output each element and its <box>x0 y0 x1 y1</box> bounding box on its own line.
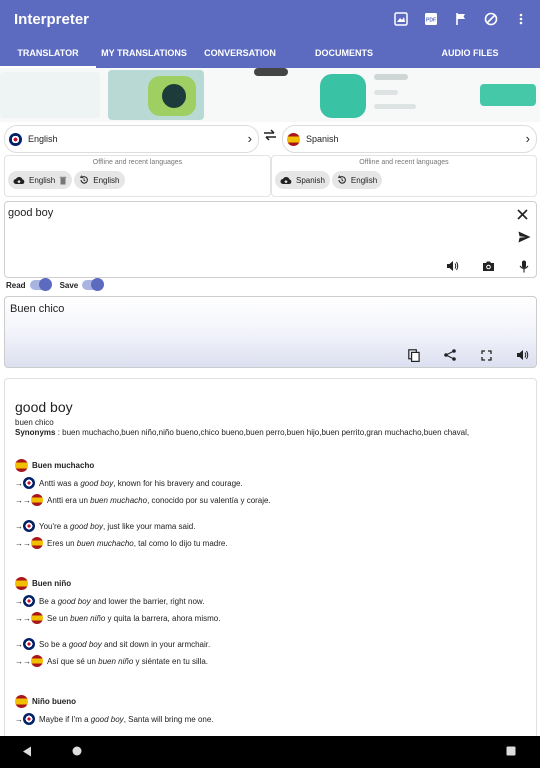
arrow-icon: → <box>15 596 23 606</box>
ad-banner[interactable] <box>0 68 540 122</box>
example-spanish <box>15 655 208 667</box>
arrow-icon: →→ <box>15 656 31 666</box>
example-highlight: good boy <box>80 478 114 488</box>
flag-icon[interactable] <box>450 8 472 30</box>
arrow-icon: →→ <box>15 538 31 548</box>
app-title: Interpreter <box>14 11 90 28</box>
entry-heading-text: Buen niño <box>32 579 72 588</box>
svg-text:PDF: PDF <box>426 17 436 24</box>
dictionary-word: good boy <box>15 399 73 415</box>
example-english <box>15 520 195 532</box>
example-english <box>15 477 243 489</box>
source-text[interactable]: good boy <box>8 207 54 219</box>
recent-caption: Offline and recent languages <box>359 159 449 166</box>
example-text: You're a good boy, just like your mama said. <box>39 521 196 531</box>
camera-icon[interactable] <box>480 258 496 274</box>
save-toggle[interactable] <box>82 280 102 290</box>
home-icon[interactable] <box>72 746 82 756</box>
spain-flag-icon <box>287 133 300 146</box>
toggle-row <box>6 280 108 290</box>
recent-chip[interactable] <box>332 171 382 189</box>
recent-chip[interactable] <box>275 171 330 189</box>
chevron-right-icon: › <box>525 131 530 146</box>
clear-icon[interactable] <box>514 206 530 222</box>
example-highlight: buen niño <box>98 656 134 666</box>
spain-flag-icon <box>31 537 43 549</box>
recent-chip-label: English <box>350 175 378 185</box>
uk-flag-icon <box>9 133 22 146</box>
delete-icon[interactable] <box>59 176 67 185</box>
entry-heading-text: Niño bueno <box>32 697 76 706</box>
history-icon <box>79 175 89 185</box>
uk-flag-icon <box>23 477 35 489</box>
recent-chip-label: Spanish <box>296 175 325 185</box>
speaker-icon[interactable] <box>514 347 530 363</box>
spain-flag-icon <box>31 494 43 506</box>
example-text: Antti was a good boy, known for his bravery and courage. <box>39 478 243 488</box>
chevron-right-icon: › <box>247 131 252 146</box>
spain-flag-icon <box>31 612 43 624</box>
arrow-icon: →→ <box>15 613 31 623</box>
dictionary-entry-heading <box>15 577 71 590</box>
example-highlight: buen niño <box>70 613 106 623</box>
speaker-icon[interactable] <box>444 258 460 274</box>
example-highlight: good boy <box>68 639 102 649</box>
more-vert-icon[interactable] <box>510 8 532 30</box>
uk-flag-icon <box>23 638 35 650</box>
send-icon[interactable] <box>516 229 532 245</box>
source-text-input[interactable] <box>4 201 537 278</box>
tab-conversation[interactable]: CONVERSATION <box>204 48 276 58</box>
share-icon[interactable] <box>442 347 458 363</box>
arrow-icon: → <box>15 521 23 531</box>
spain-flag-icon <box>31 655 43 667</box>
swap-languages-icon[interactable] <box>263 129 277 144</box>
recent-languages-source <box>4 155 271 197</box>
example-text: Se un buen niño y quita la barrera, ahora mismo. <box>47 613 221 623</box>
spain-flag-icon <box>15 577 28 590</box>
dictionary-translation: buen chico <box>15 418 54 427</box>
history-icon <box>337 175 347 185</box>
fullscreen-icon[interactable] <box>478 347 494 363</box>
recent-chip-label: English <box>29 175 56 185</box>
tab-bar <box>0 40 540 68</box>
uk-flag-icon <box>23 520 35 532</box>
example-english <box>15 595 204 607</box>
example-highlight: good boy <box>70 521 103 531</box>
target-language-label: Spanish <box>306 134 339 144</box>
arrow-icon: → <box>15 714 23 724</box>
microphone-icon[interactable] <box>516 258 532 274</box>
read-toggle-label: Read <box>6 280 26 290</box>
dictionary-card <box>4 378 537 740</box>
source-language-label: English <box>28 134 58 144</box>
target-language-selector[interactable] <box>282 125 537 153</box>
pdf-icon[interactable] <box>420 8 442 30</box>
example-text: Be a good boy and lower the barrier, right now. <box>39 596 205 606</box>
recent-chip-label: English <box>93 175 120 185</box>
example-text: So be a good boy and sit down in your armchair. <box>39 639 211 649</box>
recent-caption: Offline and recent languages <box>92 159 183 166</box>
example-english <box>15 638 210 650</box>
example-spanish <box>15 537 228 549</box>
spain-flag-icon <box>15 695 28 708</box>
example-highlight: buen muchacho <box>90 495 148 505</box>
dictionary-entry-heading <box>15 459 94 472</box>
entry-heading-text: Buen muchacho <box>32 461 95 470</box>
spain-flag-icon <box>15 459 28 472</box>
example-text: Maybe if I'm a good boy, Santa will bring me one. <box>39 714 214 724</box>
app-bar <box>0 0 540 40</box>
uk-flag-icon <box>23 713 35 725</box>
arrow-icon: →→ <box>15 495 31 505</box>
synonyms-list: : buen muchacho,buen niño,niño bueno,chico bueno,buen perro,buen hijo,buen perrito,gran muchacho,buen chaval, <box>55 428 470 437</box>
recent-chip[interactable] <box>8 171 72 189</box>
image-translate-icon[interactable] <box>390 8 412 30</box>
example-text: Así que sé un buen niño y siéntate en tu silla. <box>47 656 209 666</box>
arrow-icon: → <box>15 639 23 649</box>
synonyms-line <box>15 428 469 437</box>
recents-icon[interactable] <box>506 746 516 756</box>
block-icon[interactable] <box>480 8 502 30</box>
example-highlight: buen muchacho <box>76 538 134 548</box>
save-toggle-label: Save <box>59 280 79 290</box>
cloud-download-icon <box>280 176 292 185</box>
example-highlight: good boy <box>90 714 124 724</box>
tab-documents[interactable]: DOCUMENTS <box>315 48 373 58</box>
copy-icon[interactable] <box>406 347 422 363</box>
example-spanish <box>15 494 271 506</box>
tab-my-translations[interactable]: MY TRANSLATIONS <box>101 48 187 58</box>
example-spanish <box>15 612 220 624</box>
translation-output <box>4 296 537 368</box>
arrow-icon: → <box>15 478 23 488</box>
example-english <box>15 713 214 725</box>
tab-audio-files[interactable]: AUDIO FILES <box>441 48 499 58</box>
example-highlight: good boy <box>57 596 91 606</box>
synonyms-label: Synonyms <box>15 428 56 437</box>
source-language-selector[interactable] <box>4 125 259 153</box>
translated-text: Buen chico <box>10 303 65 315</box>
recent-chip[interactable] <box>74 171 124 189</box>
recent-languages-target <box>271 155 537 197</box>
example-text: Eres un buen muchacho, tal como lo dijo tu madre. <box>47 538 228 548</box>
read-toggle[interactable] <box>30 280 50 290</box>
system-nav-bar <box>0 736 540 768</box>
example-text: Antti era un buen muchacho, conocido por su valentía y coraje. <box>47 495 271 505</box>
tab-translator[interactable]: TRANSLATOR <box>0 40 96 68</box>
back-icon[interactable] <box>22 746 32 757</box>
dictionary-entry-heading <box>15 695 76 708</box>
uk-flag-icon <box>23 595 35 607</box>
cloud-download-icon <box>13 176 25 185</box>
